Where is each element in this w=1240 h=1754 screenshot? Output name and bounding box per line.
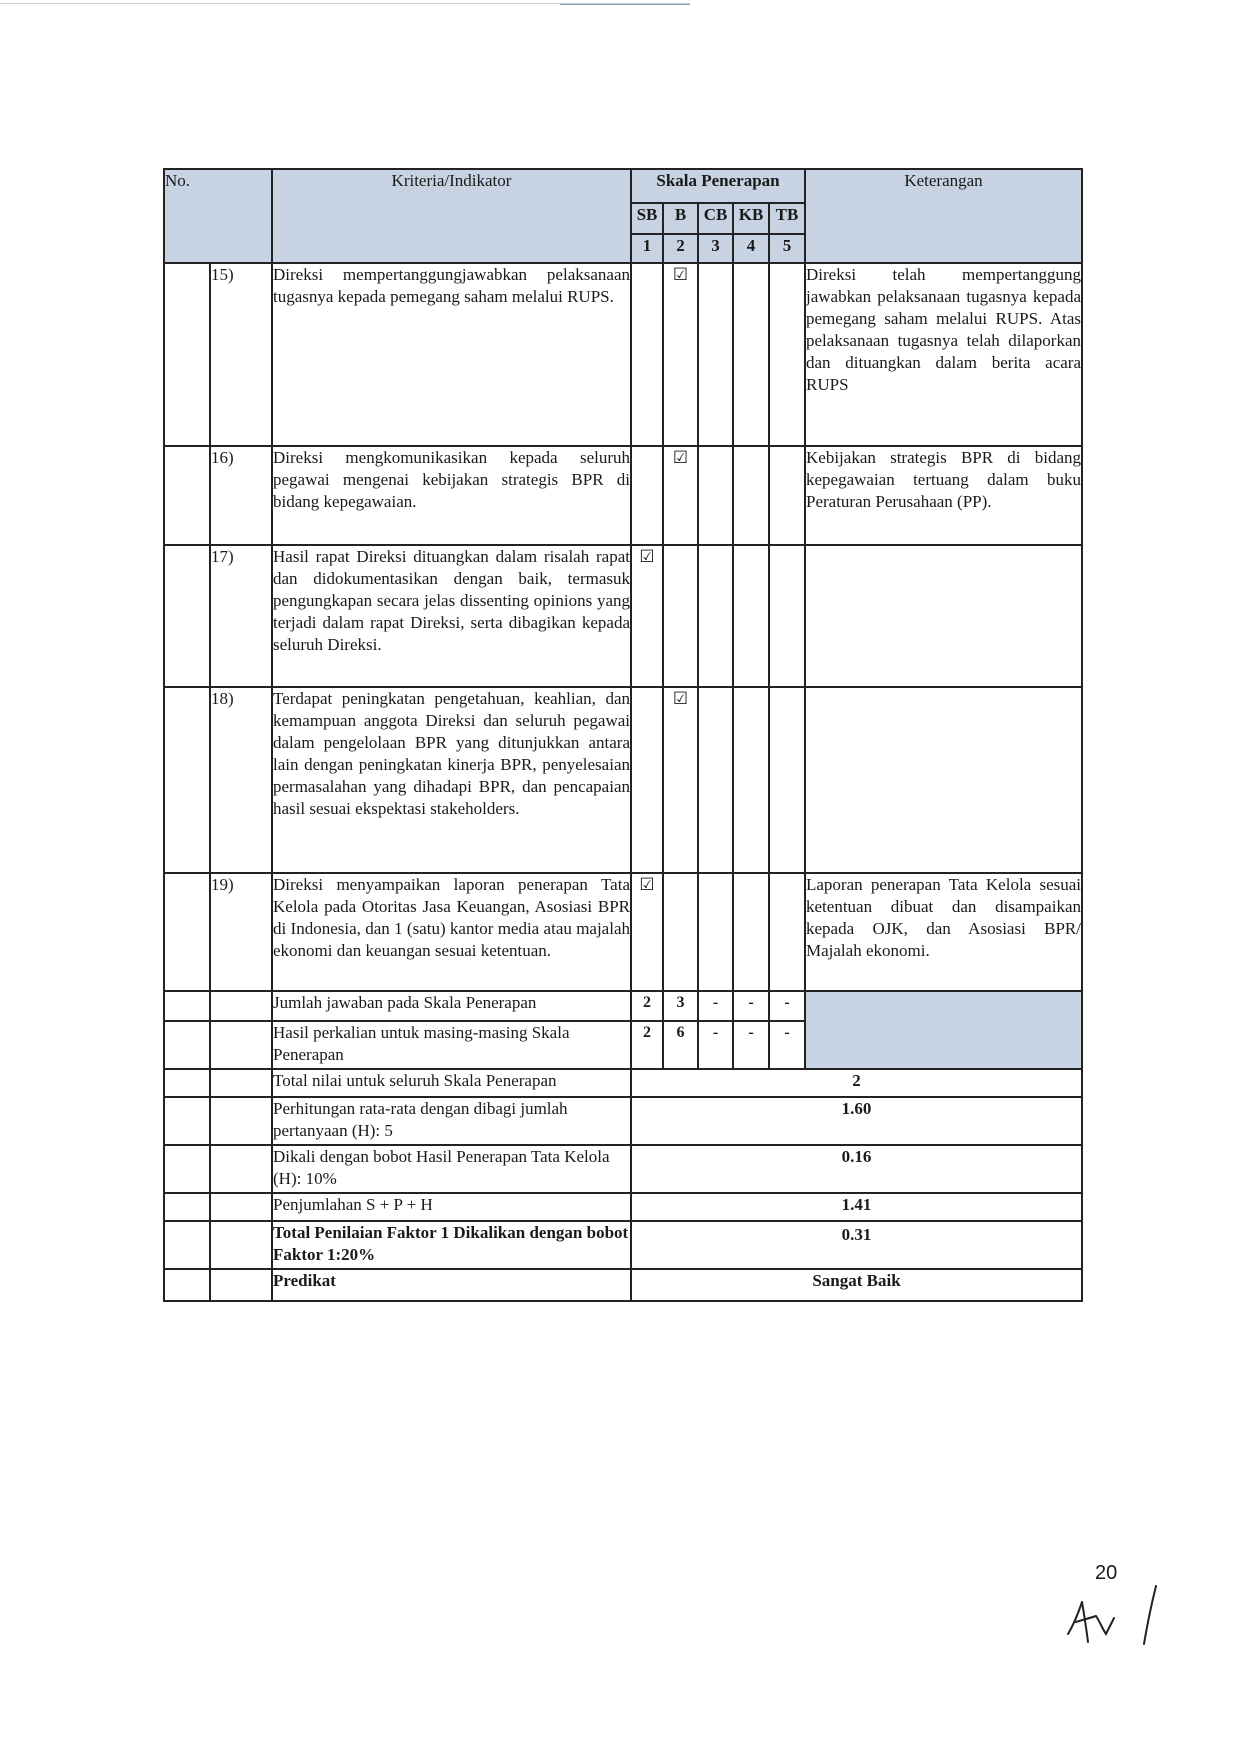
product-kb: - [733, 1021, 769, 1069]
row-spacer [164, 545, 210, 687]
checkbox-b-17 [663, 545, 698, 687]
checkbox-b-19 [663, 873, 698, 991]
scale-number-2: 2 [663, 234, 698, 263]
row-number: 15) [210, 263, 272, 446]
row-number: 19) [210, 873, 272, 991]
shaded-remarks-cell [805, 991, 1082, 1069]
checkbox-kb-19 [733, 873, 769, 991]
checkbox-sb-17: ☑ [631, 545, 663, 687]
summary-sum-row [164, 1193, 1082, 1221]
average-label: Perhitungan rata-rata dengan dibagi jumlah pertanyaan (H): 5 [272, 1097, 631, 1145]
page-number: 20 [1095, 1562, 1118, 1584]
checkbox-cb-17 [698, 545, 733, 687]
count-b: 3 [663, 991, 698, 1021]
checkbox-kb-15 [733, 263, 769, 446]
header-scale-group: Skala Penerapan [631, 169, 805, 203]
checkbox-kb-18 [733, 687, 769, 873]
product-b: 6 [663, 1021, 698, 1069]
checkbox-b-16: ☑ [663, 446, 698, 545]
sum-value: 1.41 [631, 1193, 1082, 1221]
row-spacer [164, 446, 210, 545]
scale-number-5: 5 [769, 234, 805, 263]
scale-label-kb: KB [733, 203, 769, 234]
average-value: 1.60 [631, 1097, 1082, 1145]
scale-number-1: 1 [631, 234, 663, 263]
summary-predicate-row [164, 1269, 1082, 1301]
row-number: 17) [210, 545, 272, 687]
checkbox-tb-18 [769, 687, 805, 873]
summary-total-row [164, 1069, 1082, 1097]
product-sb: 2 [631, 1021, 663, 1069]
row-criteria: Terdapat peningkatan pengetahuan, keahlian, dan kemampuan anggota Direksi dan seluruh pegawai dalam pengelolaan BPR yang ditunjukkan antara lain dengan peningkatan kinerja BPR, penyelesaian permasalahan yang dihadapi BPR, dan pencapaian hasil sesuai ekspektasi stakeholders. [272, 687, 631, 873]
scale-label-cb: CB [698, 203, 733, 234]
predicate-label: Predikat [272, 1269, 631, 1301]
checkbox-cb-18 [698, 687, 733, 873]
row-remarks [805, 687, 1082, 873]
total-label: Total nilai untuk seluruh Skala Penerapan [272, 1069, 631, 1097]
checkbox-sb-16 [631, 446, 663, 545]
product-tb: - [769, 1021, 805, 1069]
factor-value: 0.31 [631, 1221, 1082, 1269]
count-tb: - [769, 991, 805, 1021]
summary-count-row [164, 991, 1082, 1021]
count-cb: - [698, 991, 733, 1021]
checkbox-b-18: ☑ [663, 687, 698, 873]
header-remarks: Keterangan [805, 169, 1082, 263]
checkbox-kb-16 [733, 446, 769, 545]
checkbox-sb-18 [631, 687, 663, 873]
table-row [164, 687, 1082, 873]
table-row [164, 545, 1082, 687]
table-row [164, 446, 1082, 545]
row-remarks: Kebijakan strategis BPR di bidang kepegawaian tertuang dalam buku Peraturan Perusahaan (PP). [805, 446, 1082, 545]
scale-label-tb: TB [769, 203, 805, 234]
scale-number-3: 3 [698, 234, 733, 263]
table-row [164, 873, 1082, 991]
factor-label: Total Penilaian Faktor 1 Dikalikan dengan bobot Faktor 1:20% [272, 1221, 631, 1269]
weighted-value: 0.16 [631, 1145, 1082, 1193]
row-criteria: Direksi menyampaikan laporan penerapan Tata Kelola pada Otoritas Jasa Keuangan, Asosiasi BPR di Indonesia, dan 1 (satu) kantor media atau majalah ekonomi dan keuangan sesuai ketentuan. [272, 873, 631, 991]
checkbox-sb-15 [631, 263, 663, 446]
row-spacer [164, 263, 210, 446]
sum-label: Penjumlahan S + P + H [272, 1193, 631, 1221]
checkbox-tb-17 [769, 545, 805, 687]
scale-label-sb: SB [631, 203, 663, 234]
table-row [164, 263, 1082, 446]
summary-factor-row [164, 1221, 1082, 1269]
count-sb: 2 [631, 991, 663, 1021]
count-label: Jumlah jawaban pada Skala Penerapan [272, 991, 631, 1021]
weighted-label: Dikali dengan bobot Hasil Penerapan Tata Kelola (H): 10% [272, 1145, 631, 1193]
handwritten-initials [1060, 1582, 1170, 1652]
predicate-value: Sangat Baik [631, 1269, 1082, 1301]
checkbox-sb-19: ☑ [631, 873, 663, 991]
row-spacer [164, 873, 210, 991]
total-value: 2 [631, 1069, 1082, 1097]
checkbox-cb-15 [698, 263, 733, 446]
checkbox-kb-17 [733, 545, 769, 687]
checkbox-b-15: ☑ [663, 263, 698, 446]
header-no: No. [164, 169, 272, 263]
row-number: 16) [210, 446, 272, 545]
checkbox-cb-16 [698, 446, 733, 545]
summary-weighted-row [164, 1145, 1082, 1193]
product-cb: - [698, 1021, 733, 1069]
checkbox-cb-19 [698, 873, 733, 991]
product-label: Hasil perkalian untuk masing-masing Skala Penerapan [272, 1021, 631, 1069]
summary-average-row [164, 1097, 1082, 1145]
row-remarks [805, 545, 1082, 687]
checkbox-tb-15 [769, 263, 805, 446]
row-remarks: Laporan penerapan Tata Kelola sesuai ketentuan dibuat dan disampaikan kepada OJK, dan Asosiasi BPR/ Majalah ekonomi. [805, 873, 1082, 991]
assessment-table [163, 168, 1083, 1302]
row-remarks: Direksi telah mempertanggung jawabkan pelaksanaan tugasnya kepada pemegang saham melalui RUPS. Atas pelaksanaan tugasnya telah dilaporkan dan dituangkan dalam berita acara RUPS [805, 263, 1082, 446]
scale-number-4: 4 [733, 234, 769, 263]
row-criteria: Hasil rapat Direksi dituangkan dalam risalah rapat dan didokumentasikan dengan baik, termasuk pengungkapan secara jelas dissenting opinions yang terjadi dalam rapat Direksi, serta dibagikan kepada seluruh Direksi. [272, 545, 631, 687]
row-criteria: Direksi mengkomunikasikan kepada seluruh pegawai mengenai kebijakan strategis BPR di bidang kepegawaian. [272, 446, 631, 545]
checkbox-tb-16 [769, 446, 805, 545]
count-kb: - [733, 991, 769, 1021]
header-criteria: Kriteria/Indikator [272, 169, 631, 263]
scale-label-b: B [663, 203, 698, 234]
row-number: 18) [210, 687, 272, 873]
checkbox-tb-19 [769, 873, 805, 991]
scan-edge-accent [560, 4, 690, 5]
row-criteria: Direksi mempertanggungjawabkan pelaksanaan tugasnya kepada pemegang saham melalui RUPS. [272, 263, 631, 446]
row-spacer [164, 687, 210, 873]
